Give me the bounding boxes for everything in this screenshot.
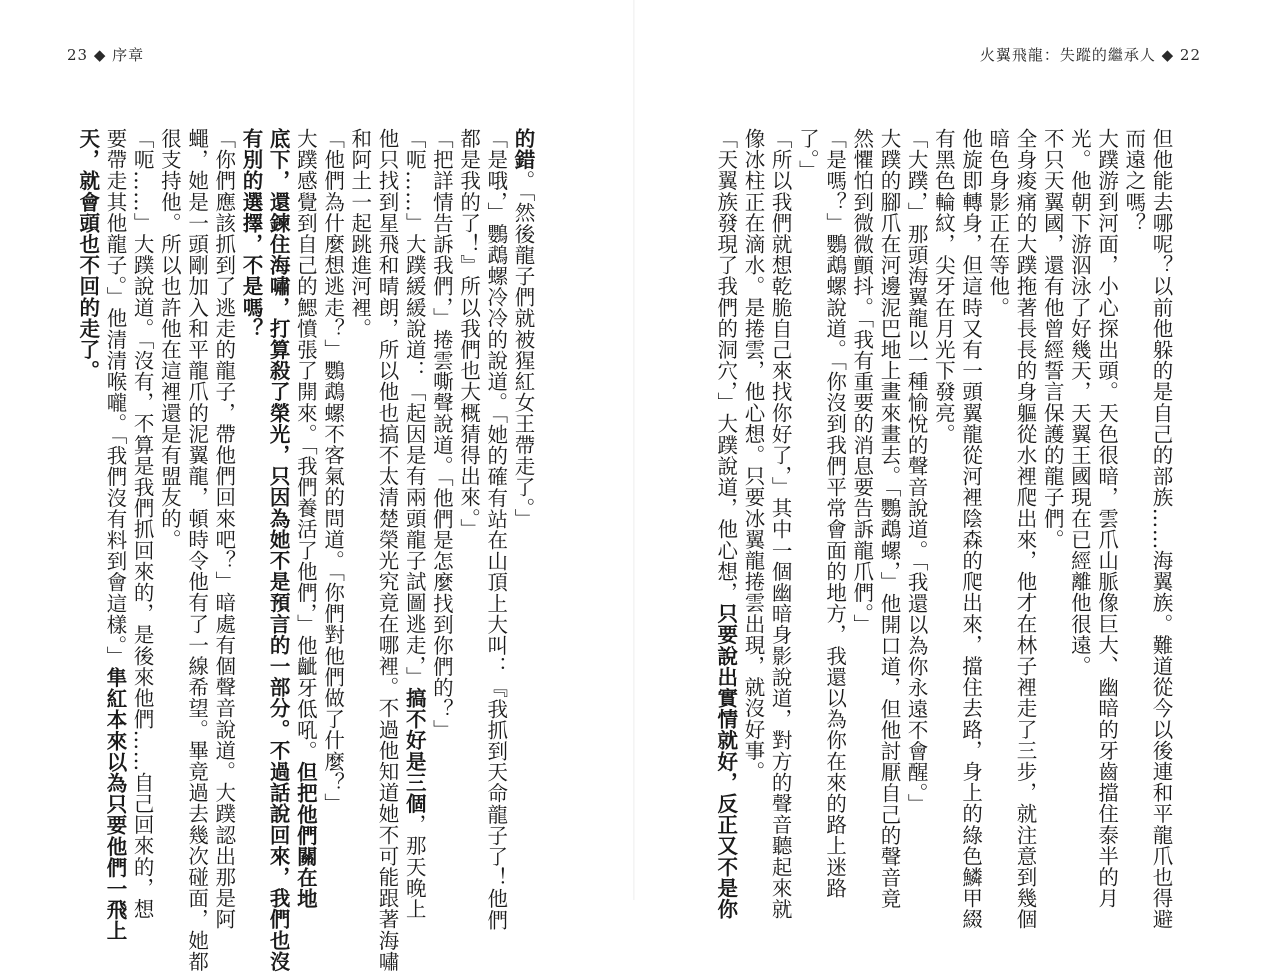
text-segment: 「大蹼，」那頭海翼龍以一種愉悅的聲音說道。「我還以為你永遠不會醒。」	[904, 128, 929, 815]
text-segment: 和阿土一起跳進河裡。	[347, 128, 372, 339]
left-page-header: 23 ◆ 序章	[67, 46, 145, 64]
text-column	[101, 128, 128, 942]
text-segment: 全身痠痛的大蹼拖著長長的身軀從水裡爬出來，他才在林子裡走了三步，就注意到幾個	[1012, 128, 1037, 930]
text-segment: 他只找到星飛和晴朗，所以他也搞不太清楚榮光究竟在哪裡。不過他知道她不可能跟著海嘯	[374, 128, 399, 972]
bold-text-segment: 有別的選擇，不是嗎？	[238, 128, 263, 339]
right-page-body-text	[713, 128, 1174, 930]
text-column	[1011, 128, 1038, 930]
text-segment: 「你們應該抓到了逃走的龍子，帶他們回來吧？」暗處有個聲音說道。大蹼認出那是阿	[211, 128, 236, 930]
bold-text-segment: 但把他們關在地	[293, 761, 318, 910]
text-column	[793, 128, 820, 848]
text-column	[210, 128, 237, 930]
text-segment: 有黑色輪紋，尖牙在月光下發亮。	[931, 128, 956, 445]
right-page-header: 火翼飛龍：失蹤的繼承人 ◆ 22	[979, 46, 1201, 64]
text-column	[712, 128, 739, 920]
text-column	[1065, 128, 1092, 848]
text-segment: 「天翼族發現了我們的洞穴，」大蹼說道，他心想，	[713, 128, 738, 604]
text-segment: 「所以我們就想乾脆自己來找你好了，」其中一個幽暗身影說道，對方的聲音聽起來就	[768, 128, 793, 920]
text-column	[956, 128, 983, 930]
text-column	[373, 128, 400, 972]
bold-text-segment: 天，就會頭也不回的走了。	[75, 128, 100, 382]
text-segment: 「把詳情告訴我們，」捲雲嘶聲說道。「他們是怎麼找到你們的？」	[429, 128, 454, 741]
bold-text-segment: 隼紅本來以為只要他們一飛上	[102, 666, 127, 942]
text-column	[454, 128, 481, 848]
text-column	[482, 128, 509, 931]
text-column	[875, 128, 902, 910]
text-column	[1092, 128, 1119, 909]
text-segment: 「是嗎？」鸚鵡螺說道。「你沒到我們平常會面的地方，我還以為你在來的路上迷路	[822, 128, 847, 899]
text-segment: 大蹼感覺到自己的鰓憤張了開來。「我們養活了他們，」他齜牙低吼。	[293, 128, 318, 762]
text-segment: 然懼怕到微微顫抖。「我有重要的消息要告訴龍爪們。」	[849, 128, 874, 635]
text-segment: 不只天翼國，還有他曾經誓言保護的龍子們。	[1040, 128, 1065, 550]
text-column	[400, 128, 427, 920]
text-segment: 。「然後龍子們就被猩紅女王帶走了。」	[511, 170, 535, 530]
text-column	[74, 128, 101, 848]
bold-text-segment: 底下，還鍊住海嘯，打算殺了榮光，只因為她不是預言的一部分。不過話說回來，我們也沒	[266, 128, 291, 972]
text-segment: 「呃……」大蹼緩緩說道：「起因是有兩頭龍子試圖逃走，」	[402, 128, 427, 688]
text-column	[1120, 128, 1147, 848]
text-segment: 但他能去哪呢？以前他躲的是自己的部族……海翼族。難道從今以後連和平龍爪也得避	[1149, 128, 1173, 930]
text-column	[848, 128, 875, 848]
text-segment: ，那天晚上	[402, 814, 427, 920]
text-segment: 要帶走其他龍子。」他清清喉嚨。「我們沒有料到會這樣。」	[102, 128, 127, 667]
text-column	[766, 128, 793, 920]
text-segment: 暗色身影正在等他。	[985, 128, 1010, 318]
text-column	[346, 128, 373, 848]
bold-text-segment: 搞不好是三個	[402, 687, 427, 815]
text-column	[264, 128, 291, 972]
text-column	[929, 128, 956, 848]
page-gutter	[633, 0, 635, 900]
text-column	[318, 128, 345, 848]
text-column	[820, 128, 847, 899]
text-column	[155, 128, 182, 848]
text-segment: 「呃……」大蹼說道。「沒有，不算是我們抓回來的，是後來他們……自己回來的，想	[130, 128, 155, 920]
text-column	[237, 128, 264, 848]
text-segment: 蠅，她是一頭剛加入和平龍爪的泥翼龍，頓時令他有了一線希望。畢竟過去幾次碰面，她都	[184, 128, 209, 972]
text-segment: 了。」	[795, 128, 820, 182]
text-segment: 大蹼的腳爪在河邊泥巴地上畫來畫去。「鸚鵡螺，」他開口道，但他討厭自己的聲音竟	[876, 128, 901, 910]
text-segment: 「他們為什麼想逃走？」鸚鵡螺不客氣的問道。「你們對他們做了什麼？」	[320, 128, 345, 815]
text-column	[984, 128, 1011, 848]
text-column	[128, 128, 155, 920]
left-page-body-text	[66, 128, 536, 972]
text-column	[509, 128, 536, 848]
text-segment: 很支持他。所以也許他在這裡還是有盟友的。	[157, 128, 182, 550]
text-column	[1147, 128, 1174, 930]
text-segment: 光。他朝下游泅泳了好幾天，天翼王國現在已經離他很遠。	[1067, 128, 1092, 677]
text-segment: 「是哦，」鸚鵡螺冷冷的說道。「她的確有站在山頂上大叫：『我抓到天命龍子了！他們	[483, 128, 508, 931]
text-column	[902, 128, 929, 848]
text-segment: 而遠之嗎？	[1121, 128, 1146, 234]
text-segment: 像冰柱正在滴水。是捲雲，他心想。只要冰翼龍捲雲出現，就沒好事。	[740, 128, 765, 783]
text-column	[1038, 128, 1065, 848]
bold-text-segment: 只要說出實情就好，反正又不是你	[713, 603, 738, 920]
text-column	[427, 128, 454, 848]
text-segment: 大蹼游到河面，小心探出頭。天色很暗，雲爪山脈像巨大、幽暗的牙齒擋住泰半的月	[1094, 128, 1119, 909]
text-column	[182, 128, 209, 972]
text-segment: 他旋即轉身，但這時又有一頭翼龍從河裡陰森的爬出來，擋住去路，身上的綠色鱗甲綴	[958, 128, 983, 930]
text-column	[291, 128, 318, 910]
text-segment: 都是我的了！』所以我們也大概猜得出來。」	[456, 128, 481, 540]
text-column	[739, 128, 766, 848]
bold-text-segment: 的錯	[511, 128, 535, 171]
